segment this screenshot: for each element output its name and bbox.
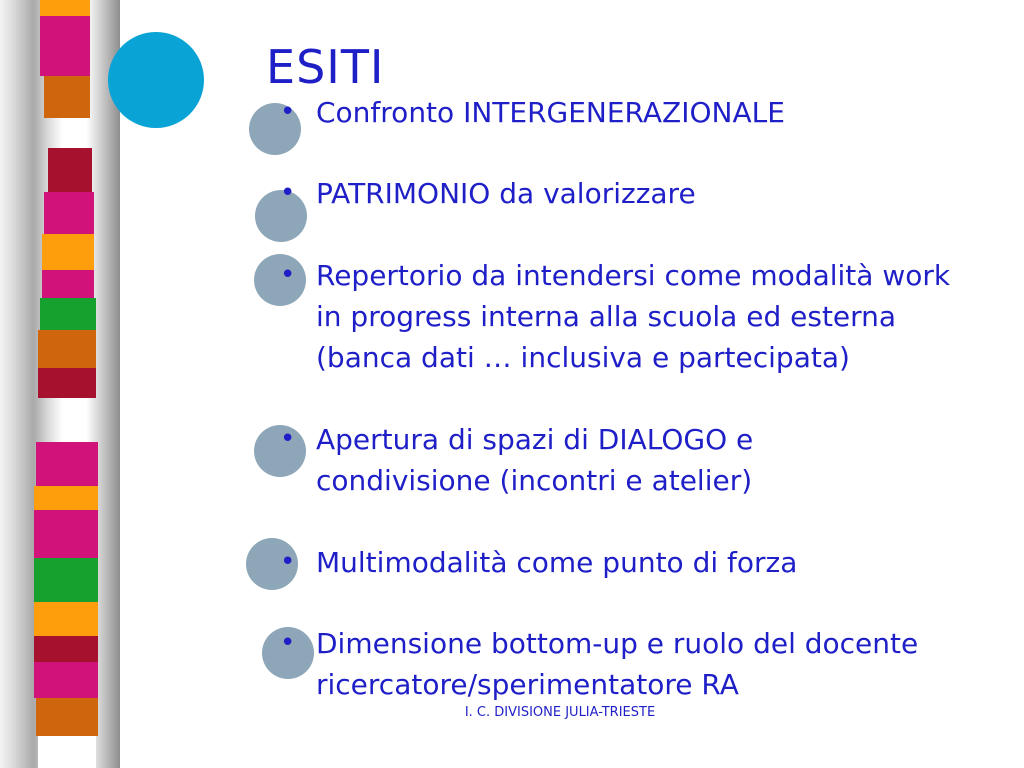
list-item-text: Confronto INTERGENERAZIONALE [316,96,785,129]
ribbon-segment [44,76,90,118]
bullet-marker: • [280,547,296,577]
ribbon-segment [36,698,98,736]
bullet-marker: • [280,628,296,658]
list-item-text: Apertura di spazi di DIALOGO e condivisione (incontri e atelier) [316,423,754,497]
ribbon-segment [34,510,98,558]
bullet-marker: • [280,178,296,208]
bullet-marker: • [280,424,296,454]
colored-ribbon [0,0,120,768]
ribbon-segment [34,486,98,510]
ribbon-segment [36,442,98,486]
ribbon-segment [38,368,96,398]
ribbon-segment [34,662,98,698]
ribbon-segment [40,16,90,46]
ribbon-segment [40,0,90,16]
bullet-marker: • [280,97,296,127]
ribbon-segment [34,558,98,602]
list-item-text: Multimodalità come punto di forza [316,546,798,579]
list-item-text: Dimensione bottom-up e ruolo del docente ricercatore/sperimentatore RA [316,627,919,701]
ribbon-segment [42,270,94,298]
ribbon-segment [42,234,94,270]
slide-title: ESITI [266,40,385,94]
ribbon-segment [40,298,96,330]
ribbon-segment [38,330,96,368]
ribbon-segment [40,46,90,76]
ribbon-segment [38,736,96,768]
slide-footer: I. C. DIVISIONE JULIA-TRIESTE [464,705,656,720]
ribbon-segment [44,192,94,234]
decorative-blue-circle [108,32,204,128]
ribbon-segment [34,602,98,636]
list-item-text: PATRIMONIO da valorizzare [316,177,696,210]
list-item-text: Repertorio da intendersi come modalità work in progress interna alla scuola ed esterna (banca dati … inclusiva e partecipata) [316,259,951,374]
ribbon-segment [34,636,98,662]
bullet-marker: • [280,260,296,290]
ribbon-segment [48,148,92,192]
